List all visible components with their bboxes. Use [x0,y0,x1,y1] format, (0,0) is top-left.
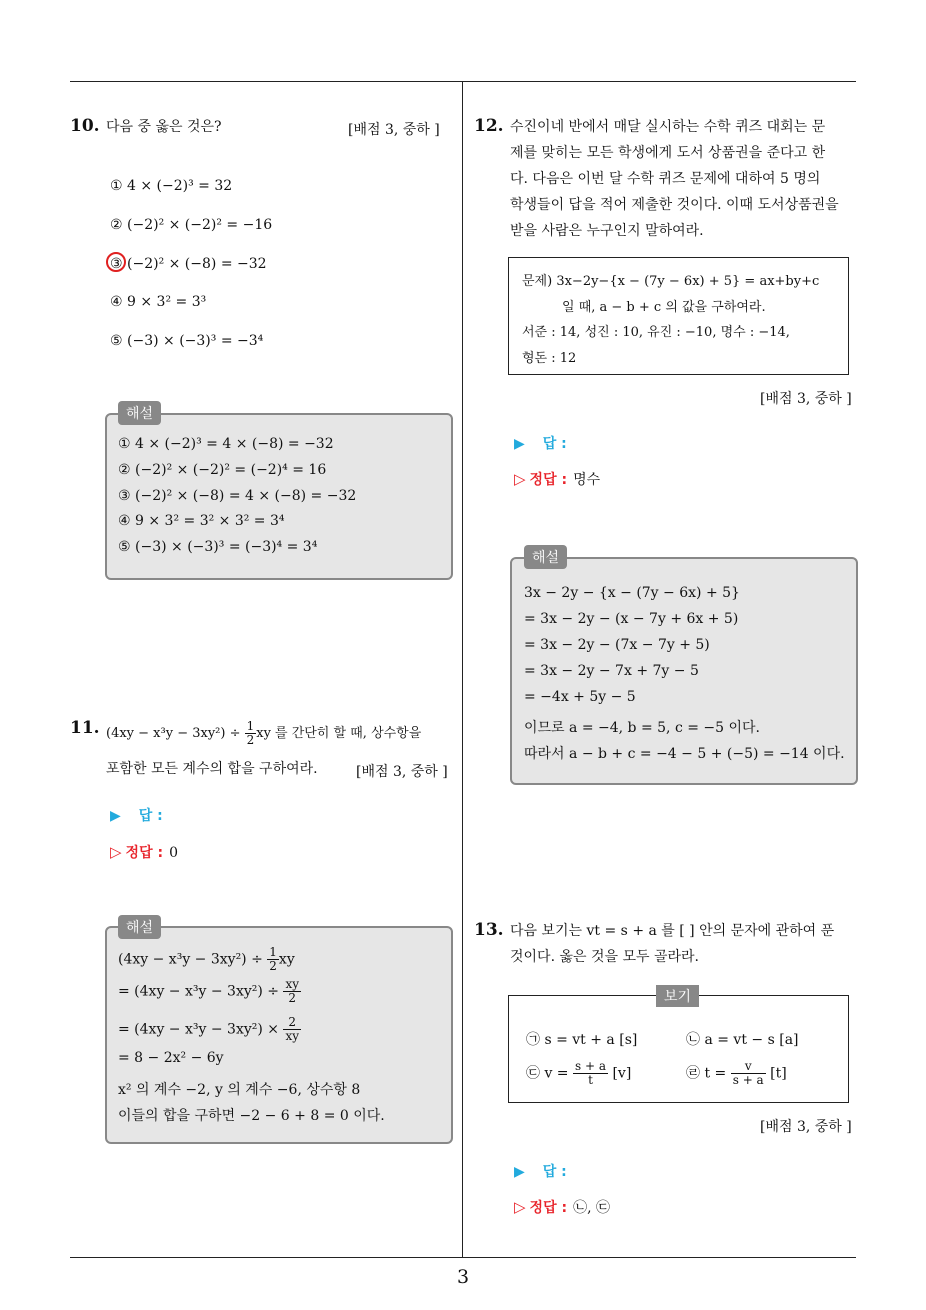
q13-text-line: 다음 보기는 vt = s + a 를 [ ] 안의 문자에 관하여 푼 [510,923,835,939]
q11-fraction: $\frac{1}{2}$ [246,719,255,747]
q13-text-line: 것이다. 옳은 것을 모두 골라라. [510,949,699,965]
q10-solution-line: ② (−2)² × (−2)² = (−2)⁴ = 16 [118,462,327,478]
q12-solution-line: = −4x + 5y − 5 [524,689,636,705]
q11-expression-tail: xy 를 간단히 할 때, 상수항을 [256,726,422,741]
q11-text-line2: 포함한 모든 계수의 합을 구하여라. [106,761,318,777]
q10-number: 10. [70,116,100,136]
q12-problem-line: 서준 : 14, 성진 : 10, 유진 : −10, 명수 : −14, [522,325,790,340]
q12-solution-line: = 3x − 2y − (7x − 7y + 5) [524,637,710,653]
play-arrow-icon: ▶ [110,808,121,824]
q12-solution-line: = 3x − 2y − 7x + 7y − 5 [524,663,699,679]
q10-choice-3: ③ (−2)² × (−8) = −32 [110,256,267,272]
q12-correct-row: ▷ 정답 : 명수 [514,470,601,488]
outline-arrow-icon: ▷ [514,1198,526,1216]
q12-score: [배점 3, 중하 ] [760,391,852,407]
q12-text-line: 수진이네 반에서 매달 실시하는 수학 퀴즈 대회는 문 [510,119,826,135]
q10-choice-1: ① 4 × (−2)³ = 32 [110,178,233,194]
q11-number: 11. [70,718,100,738]
page-number: 3 [456,1266,470,1288]
q12-number: 12. [474,116,504,136]
q12-solution-title: 해설 [524,545,567,569]
play-arrow-icon: ▶ [514,436,525,452]
q12-solution-line: = 3x − 2y − (x − 7y + 6x + 5) [524,611,739,627]
q11-solution-line: (4xy − x³y − 3xy²) ÷ $\frac{1}{2}$ xy [118,945,295,973]
q10-solution-line: ① 4 × (−2)³ = 4 × (−8) = −32 [118,436,334,452]
q11-text-line1 [106,720,421,747]
q10-choice-5: ⑤ (−3) × (−3)³ = −3⁴ [110,333,264,349]
q12-problem-line: 형돈 : 12 [522,351,577,366]
q10-solution-line: ⑤ (−3) × (−3)³ = (−3)⁴ = 3⁴ [118,539,318,555]
q11-expression: (4xy − x³y − 3xy²) ÷ [106,726,245,741]
q12-text-line: 학생들이 답을 적어 제출한 것이다. 이때 도서상품권을 [510,197,839,213]
q13-score: [배점 3, 중하 ] [760,1119,852,1135]
top-rule [70,81,856,82]
q11-solution-title: 해설 [118,915,161,939]
q13-bogi-item: ㉠ s = vt + a [s] [526,1032,638,1048]
q13-bogi-item: ㉡ a = vt − s [a] [686,1032,799,1048]
q12-text-line: 제를 맞히는 모든 학생에게 도서 상품권을 준다고 한 [510,145,826,161]
q10-choice-4: ④ 9 × 3² = 3³ [110,294,207,310]
q10-score: [배점 3, 중하 ] [348,122,440,138]
q13-bogi-item: ㉣ t = $\frac{v}{s + a}$ [t] [686,1059,787,1087]
q12-text-line: 다. 다음은 이번 달 수학 퀴즈 문제에 대하여 5 명의 [510,171,821,187]
q11-solution-line: = (4xy − x³y − 3xy²) × $\frac{2}{xy}$ [118,1015,299,1043]
q12-text-line: 받을 사람은 누구인지 말하여라. [510,223,704,239]
q12-answer-row: ▶ 답 : [514,436,567,452]
q10-solution-line: ④ 9 × 3² = 3² × 3² = 3⁴ [118,513,285,529]
q11-solution-line: x² 의 계수 −2, y 의 계수 −6, 상수항 8 [118,1082,361,1098]
q11-answer-row: ▶ 답 : [110,808,163,824]
q11-correct-row: ▷ 정답 : 0 [110,843,178,861]
q13-number: 13. [474,920,504,940]
q12-problem-line: 문제) 3x−2y−{x − (7y − 6x) + 5} = ax+by+c [522,274,820,289]
q11-solution-line: 이들의 합을 구하면 −2 − 6 + 8 = 0 이다. [118,1108,385,1124]
q13-bogi-title: 보기 [656,985,699,1007]
outline-arrow-icon: ▷ [514,470,526,488]
q13-answer-row: ▶ 답 : [514,1164,567,1180]
q12-solution-line: 이므로 a = −4, b = 5, c = −5 이다. [524,720,760,736]
q13-correct-row: ▷ 정답 : ㉡, ㉢ [514,1198,610,1216]
q10-choice-2: ② (−2)² × (−2)² = −16 [110,217,273,233]
q11-solution-line: = (4xy − x³y − 3xy²) ÷ $\frac{xy}{2}$ [118,977,299,1005]
q10-solution-line: ③ (−2)² × (−8) = 4 × (−8) = −32 [118,488,357,504]
q12-solution-line: 3x − 2y − {x − (7y − 6x) + 5} [524,585,740,601]
column-divider [462,82,463,1257]
q11-score: [배점 3, 중하 ] [356,764,448,780]
q10-text: 다음 중 옳은 것은? [106,119,222,135]
q12-solution-line: 따라서 a − b + c = −4 − 5 + (−5) = −14 이다. [524,746,845,762]
play-arrow-icon: ▶ [514,1164,525,1180]
bottom-rule [70,1257,856,1258]
q11-solution-line: = 8 − 2x² − 6y [118,1050,224,1066]
q10-solution-title: 해설 [118,401,161,425]
outline-arrow-icon: ▷ [110,843,122,861]
q12-problem-line: 일 때, a − b + c 의 값을 구하여라. [562,300,766,315]
q13-bogi-item: ㉢ v = $\frac{s + a}{t}$ [v] [526,1059,632,1087]
